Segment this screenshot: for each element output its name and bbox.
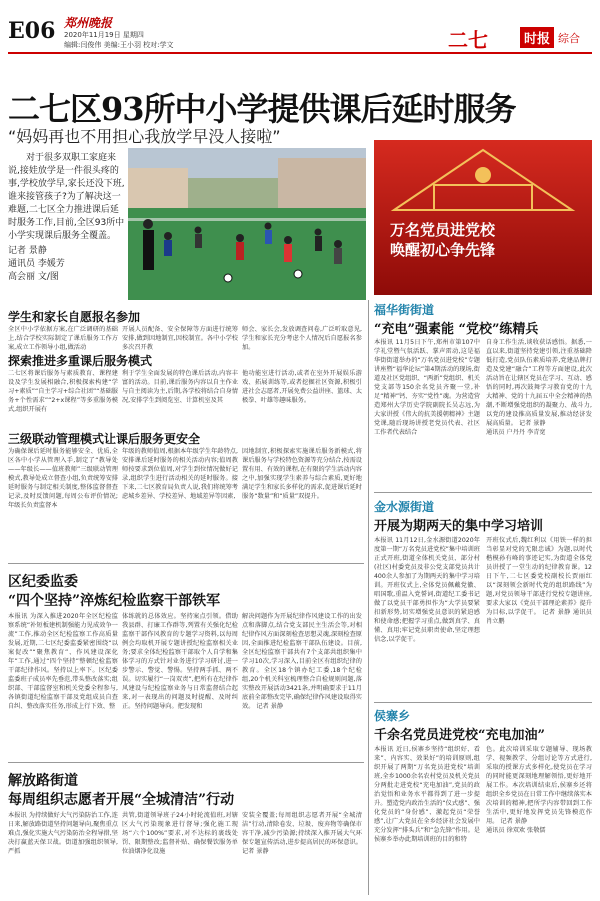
party-school-banner xyxy=(374,140,592,295)
section-heading-a3: 三级联动管理模式让课后服务更安全 xyxy=(8,432,201,446)
football-practice-photo xyxy=(128,148,366,300)
lead-byline: 记者 景静 通讯员 李媛芳 高会丽 文/图 xyxy=(8,246,65,282)
r1-col2: 自身工作生活,谈收获话感悟。据悉,一直以来,街道坚持党建引领,注重基础降低打造,党员队伍素质培养,党建品牌打造及党建“融合”工程等方面建设,此次活动旨在让辖区党员在学习、互动、感悟的同时,再次鼓舞学习教育党的十九大精神、党的十九届五中全会精神的热潮,不断增强党组织的凝聚力、战斗力,以党的建设推高质量发展,推动经济发展高质量。 记者 景静 通讯员 户丹丹 李青宽 xyxy=(486,339,592,436)
a4-col3: 解决问题作为开展纪律作风建设工作的出发点和落脚点,结合党支部民主生活会等,对相纪律作风方面深刻检查思想灵魂,深刻检查原因,全面推进纪检监察干部队伍建设。目前,全区纪检监察干部共有7个支部共组织集中学习10次,学习深入,目前全区有组织纪律的教育。全区18个镇办纪工委,18个纪检组,20个机关科室梳理整合自检规则问题,落实整改开展活动3421条,并明确要求于11月底前全部整改完毕,确保纪律作风建设取得实效。 记者 景静 xyxy=(242,613,362,710)
lead-block xyxy=(8,152,126,284)
divider-r2 xyxy=(374,702,592,703)
r2-col1: 本报讯 11月12日,金水源街道2020年度第一期“万名党员进党校”集中培训班正式开班,街道全体机关党员、部分村(社区)村委党员及非公党支部党员共计400余人参加了为期两天的集中学习培训。开班仪式上,全体党员佩戴党徽、唱国歌,重温入党誓词,街道纪工委书记做了以党员干部勇担作为“大学员要紧扣新形势,切实增强党员意识的紧迫感和使命感;把握学习重点,做到真学、真懂、真用;牢记党员职责使命,坚定理想信念,以学促干。 xyxy=(374,537,480,643)
a1-col3: 师会、家长会,发放调查问卷,广泛听取意见,学生和家长充分考虑个人情况后自愿报名参加。 xyxy=(242,326,362,351)
r3-col1: 本报讯 近日,侯寨乡坚持“组织好、看来”、内容实、效果好”的培训原则,组织开展了两期“万名党员进党校”培训班,全乡1000余名农村党员及机关党员分两批走进党校“充电加油”,党员的政治觉悟和业务水平都得到了进一步提升。塑造党内政治生活的“仪式感”、强化党员的“身份感”、激起党员“荣誉感”,让广大党员在全乡经济社会发展中充分发挥“排头兵”和“急先锋”作用。是侯寨乡举办此期培训班的目的和特 xyxy=(374,746,480,843)
masthead-rule xyxy=(8,52,592,54)
a5-kicker: 解放路街道 xyxy=(8,773,78,789)
divider-a3 xyxy=(8,563,364,564)
a4-col2: 体练就的总体效应。坚持案点引领。借助我县群、打廉工作群等,列置有关强化纪检监察干部作风教育的专题学习资料,以每周例会均取机开展专题讲授纪检监察相关业务;要求全体纪检监察干部取个人自学和集体学习的方式针对业务进行学习研讨,进一步警示、警觉、警惕。坚持两手抓、两不误。切实履行“一岗双责”,把所有在纪律作风建设与纪检监察业务与日常监督结合起来,对一表现出的问题及时提醒、及时纠正。坚持问题导向。把发现和 xyxy=(122,613,238,710)
r3-kicker: 侯寨乡 xyxy=(374,709,411,723)
a5-col3: 安装全覆盖;每周组织志愿者开展“全城清洁”行动,清除卷发、垃圾、废弃物等确保市容干净,减少污染源;持续深入推开展大气环保专题宣传活动,进步提高居民的环保意识。 记者 景静 xyxy=(242,812,362,855)
a4-heading: “四个坚持”淬炼纪检监察干部铁军 xyxy=(8,593,221,609)
r3-col2: 色。此次培训采取专题辅导、现场教学、视频教学、分组讨论等方式进行,采取的授课方式多样化,使党员在学习的同时能更深刻地理解领悟,更好地开展工作。本次培训结束后,侯寨乡还将组织全乡党员在日常工作中继续落实本次培训的精神,把所学内容带回到工作生活中,更好地发挥党员先锋模范作用。 记者 景静 通讯员 徐双欢 张敬儒 xyxy=(486,746,592,834)
a2-col2: 利于学生全面发展的特色课后活动,内容丰富的活动。目前,课后服务内容以自主作业与自主阅读为主,后期,各学校将结合自身情况,安排学生到阅览室、计算机室及其 xyxy=(122,370,238,404)
a5-col1: 本报讯 为持续做好大气污染防治工作,连日来,解放路街道坚持问题导向,聚焦重点难点,强化实施大气污染防治全程导措,坚决打赢蓝天保卫战。街道加强组织领导,严抓 xyxy=(8,812,118,855)
divider-a4 xyxy=(8,762,364,763)
dateline xyxy=(64,30,174,50)
lead-text: 对于很多双职工家庭来说,接娃放学是一件很头疼的事,学校放学早,家长还没下班,谁来接管孩子?为了解决这一难题,二七区全力推进课后延时服务工作,目前,全区93所中小学实现课后服务全覆盖。 xyxy=(8,153,125,241)
column-badge: 时报 xyxy=(520,27,554,48)
page-number: E06 xyxy=(8,18,56,44)
a4-kicker: 区纪委监委 xyxy=(8,574,78,590)
section-name: 综合 xyxy=(558,32,580,45)
r3-heading: 千余名党员进党校“充电加油” xyxy=(374,728,545,743)
a3-col1: 为确保课后延时服务能够安全、优质,全区各中小学从管理入手,制定了“教导处——年级长——值班教师”三级联动管理模式,教导处成立督查小组,负责统筹安排延时服务与制定相关制度,整体监督督查记录,及时反馈问题,每周公布评价情况;年级长负责监督本 xyxy=(8,448,118,509)
r1-col1: 本报讯 11月5日下午,郑州市第107中学礼堂暨气氛活跃、掌声雷动,这是福华街街道举办的“万名党员进党校”专题讲座暨“福华论坛”第4期活动的现场,街道及社区党组织、“两新”党组织、机关党支部等150余名党员齐聚一堂,补足“精神”钙、夯实“党性”魂。为营造营造郑州大学历史学院副院长吴志远,为大家讲授《伟大的抗美援朝精神》主题党课,随后现场讲授老党员代表、社区工作者代表结合 xyxy=(374,339,480,436)
a1-col1: 全区中小学依据方案,在广泛调研的基础上,结合学校实际制定了课后服务工作方案,成立工作领导小组,做活动 xyxy=(8,326,118,351)
newspaper-logo: 郑州晚报 xyxy=(64,16,113,30)
banner-title: 万名党员进党校 唤醒初心争先锋 xyxy=(390,221,496,259)
divider-r1 xyxy=(374,492,592,493)
column-name: 二七 xyxy=(448,28,488,52)
column-divider xyxy=(368,300,369,895)
a3-col3: 因地制宜,积极探索实施课后服务新模式,将课后服务与学校特色资源等充分结合,按需设置有用、有效的课程,在有限的学生活动内容之中,加强实现学生素养与综合素质,更好地满足学生和家长多样化的需求,促进课后延时服务“数量”和“质量”双提升。 xyxy=(242,448,362,500)
main-subhead: “妈妈再也不用担心我放学早没人接啦” xyxy=(8,127,281,146)
main-headline: 二七区93所中小学提供课后延时服务 xyxy=(8,90,516,128)
a2-col3: 他功能室进行活动,或者在室外开展娱乐游戏、拓展训练等,或者挖掘社区资源,积极引进社会志愿者,开展免费公益讲座、篮球、太极拳、叶雄等趣味服务。 xyxy=(242,370,362,404)
r1-heading: “充电”强素能 “党校”练精兵 xyxy=(374,322,539,337)
a3-col2: 年级的教师值周,根据本年级学生年龄特点,安排课后延时服务的相关活动内容;值周教师按要求到位值周,对学生到位情况做好记录,组织学生进行活动相关的延时服务。接下来,二七区教育局负责人说,我们将统筹考虑城乡差异、学校差异、地域差异等因素, xyxy=(122,448,238,500)
a5-heading: 每周组织志愿者开展“全城清洁”行动 xyxy=(8,792,235,808)
editor-credits: 编辑:闫俊伟 美编:王小羽 校对:学文 xyxy=(64,41,174,49)
issue-date: 2020年11月19日 星期四 xyxy=(64,31,144,39)
a4-col1: 本报讯 为深入推进2020年全区纪检监察系统“补短板建机制强能力见成效争一流”工作,推动全区纪检监察工作高质量发展,近期,二七区纪委监委紧密围绕“以案促改”“聚焦教育”、作风建设深化年”工作,通过“四个坚持”整顿纪检监察干部纪律作风。坚持以上率下。区纪委监委班子成员率先垂范,带头整改落实;组织部、干部监督室和机关党委全程参与,各镇街道纪检监察干部及党组成员自查自纠、整改落实任务,形成上行下效、整 xyxy=(8,613,118,710)
section-heading-a1: 学生和家长自愿报名参加 xyxy=(8,310,141,324)
a2-col1: 二七区将课后服务与素质教育、课程建设及学生发展相融合,积极探索构建“学习+素质”“自主学习+综合社团”“基础服务+个性需求”“2+x课程”等多重服务模式,组织开展有 xyxy=(8,370,118,413)
a1-col2: 开展人员配备、安全保障等方面进行统筹安排,做到因地制宜,因校制宜。各中小学校多次召开教 xyxy=(122,326,238,351)
r2-heading: 开展为期两天的集中学习培训 xyxy=(374,519,544,534)
section-heading-a2: 探索推进多重课后服务模式 xyxy=(8,354,153,368)
a5-col2: 共管,街道领导班子24小时轮流值班,对辖区大气污染现象进行督导;强化施工现场“六个100%”要求,对不达标的裹线处罚、限期整改;监督补贴、确保餐饮服务单位油烟净化设施 xyxy=(122,812,238,855)
r2-kicker: 金水源街道 xyxy=(374,500,435,514)
r1-kicker: 福华街街道 xyxy=(374,303,435,317)
r2-col2: 开班仪式后,魏红利以《用铁一样的担当彰显对党的无限忠诚》为题,以时代楷模孙有峰的事迹记实,为街道全体党员讲授了一堂生动的纪律教育课。12日下午,二七区委党校副校长贾丽红以“深刻领会新时代党的组织路线”为题,对党员领导干部进行党校专题讲座,要求大家以《党员干部理论素养》提升为目标,以学促干。 记者 景静 通讯员 肖立鹏 xyxy=(486,537,592,625)
